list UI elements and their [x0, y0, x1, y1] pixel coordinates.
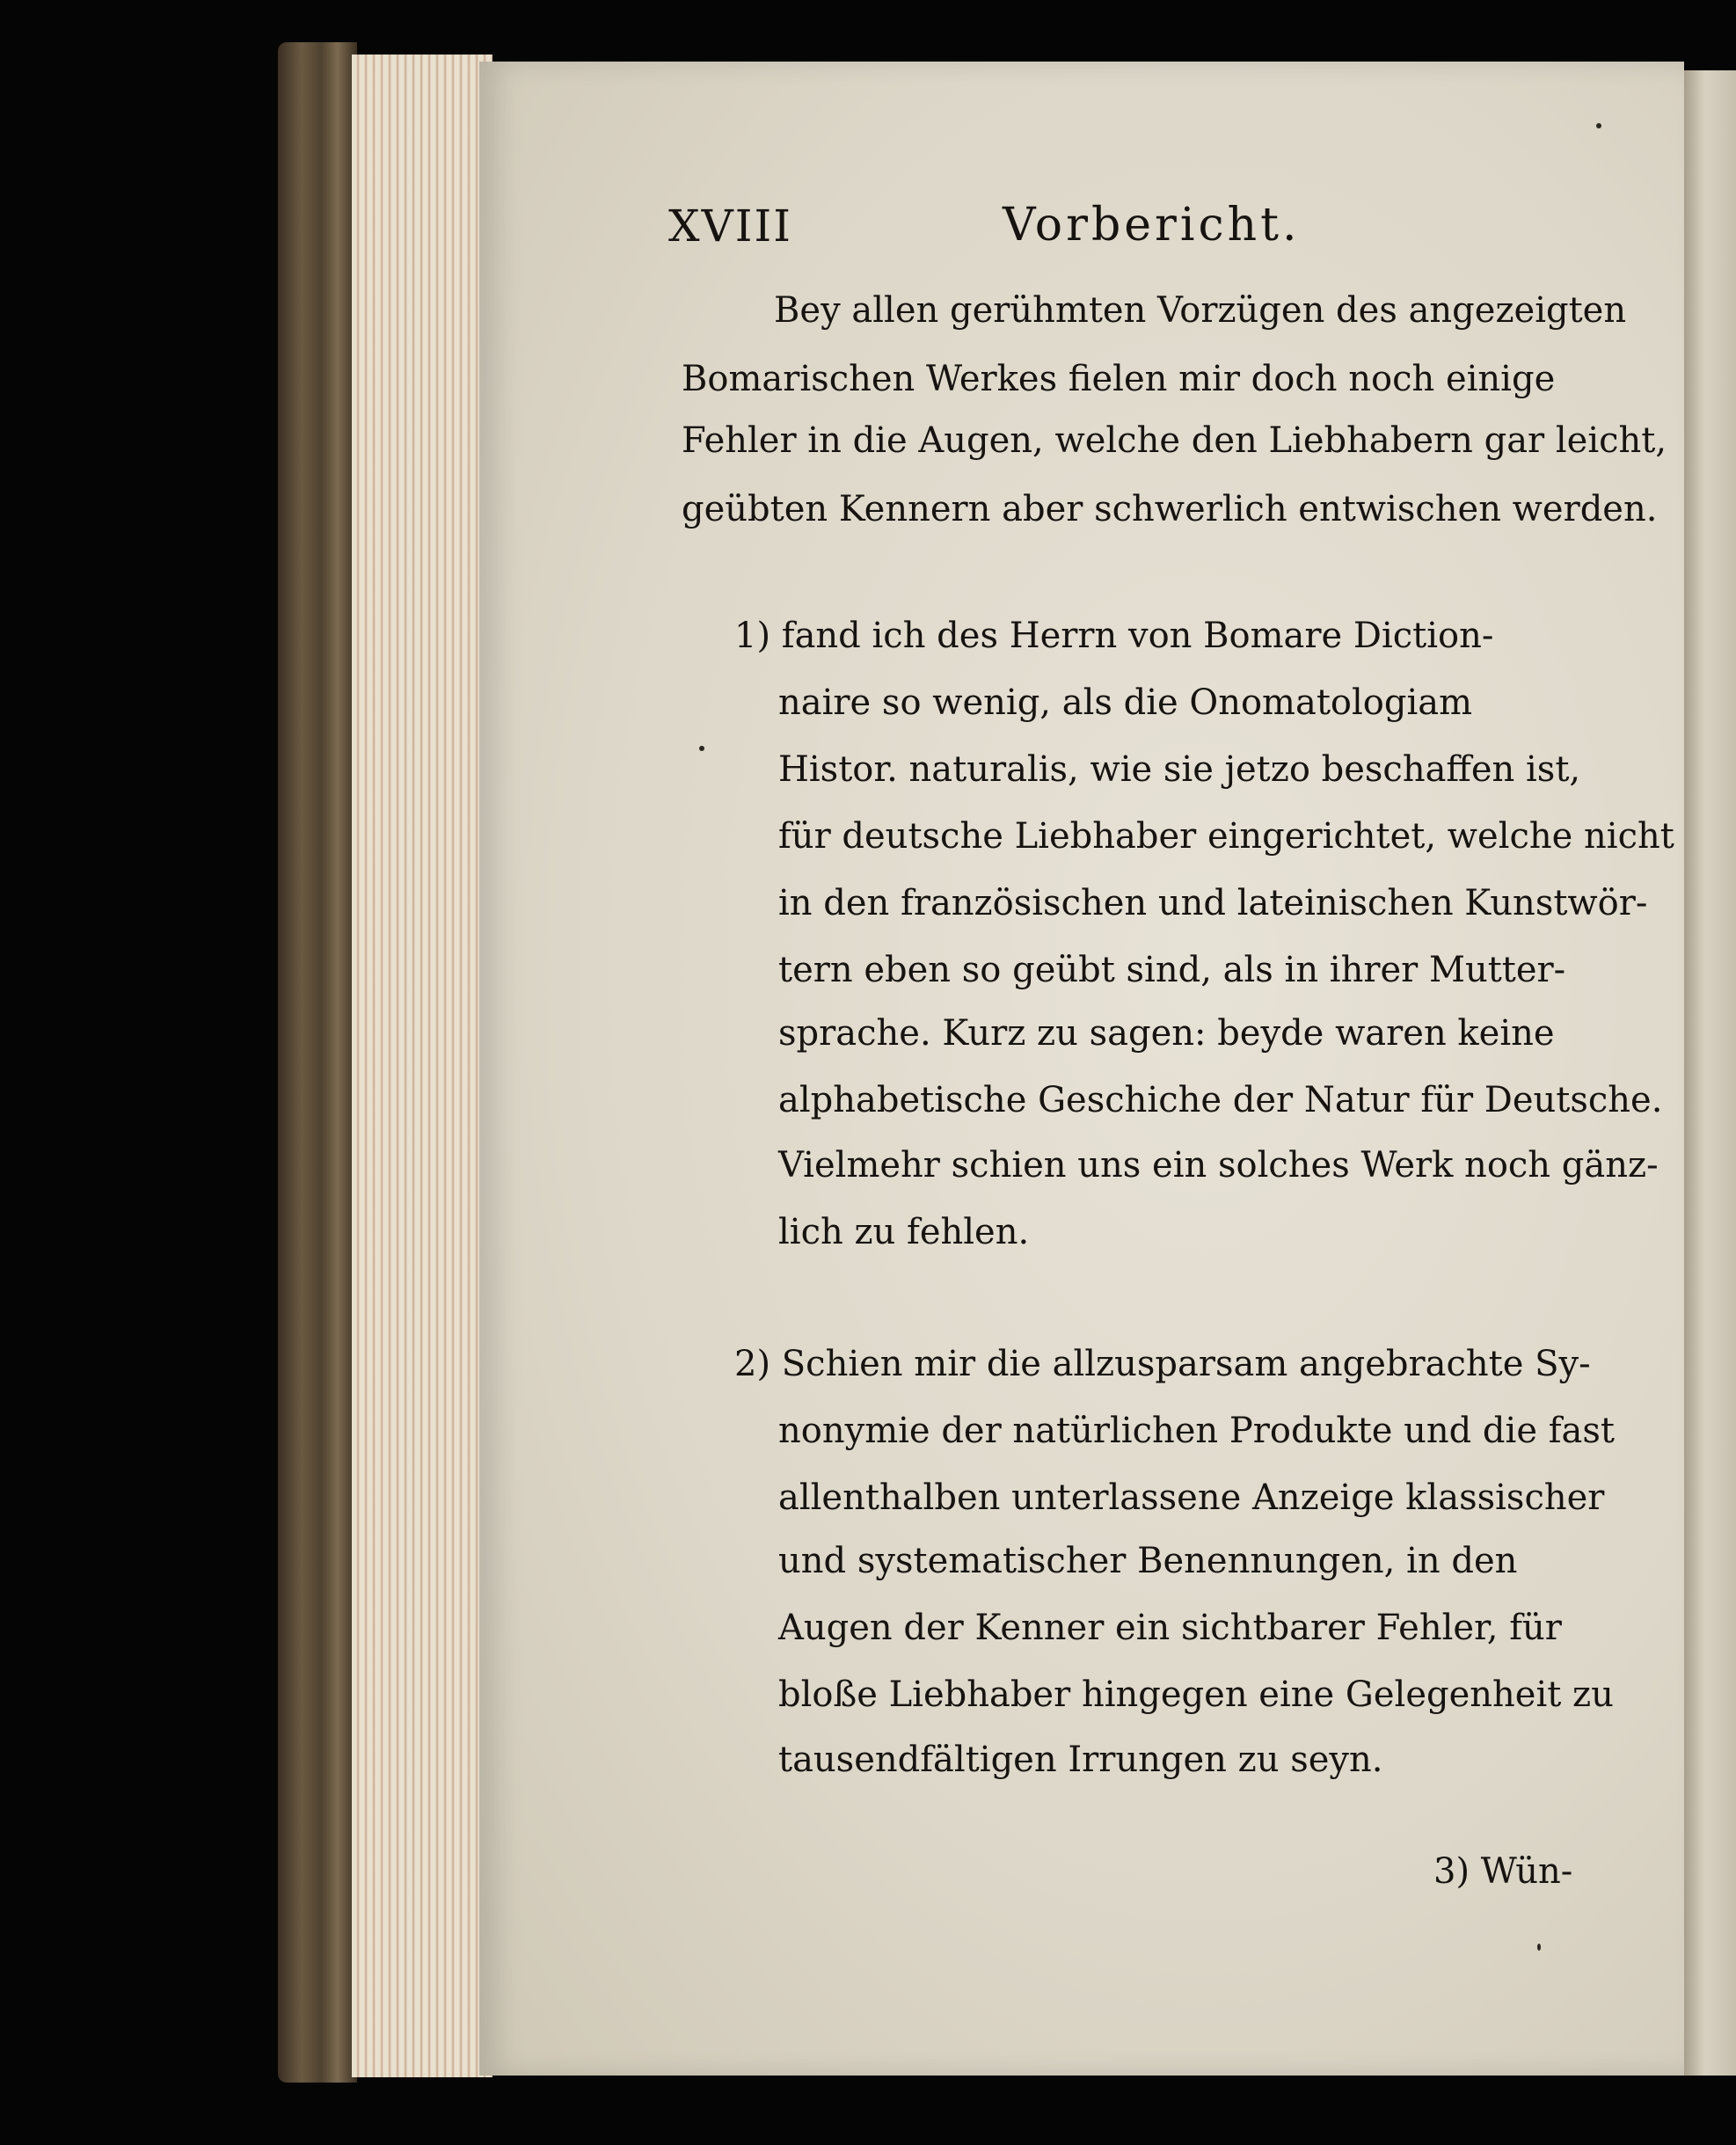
book-binding	[278, 42, 357, 2083]
facing-page-edge	[1684, 70, 1736, 2076]
text-line: tern eben so geübt sind, als in ihrer Mutter-	[778, 950, 1566, 990]
ink-speck	[1537, 1944, 1541, 1951]
text-line: sprache. Kurz zu sagen: beyde waren keine	[778, 1013, 1555, 1054]
page-number: XVIII	[668, 201, 792, 252]
page-edges	[352, 55, 492, 2077]
text-line: Bey allen gerühmten Vorzügen des angezeigten	[774, 290, 1627, 331]
text-line: Fehler in die Augen, welche den Liebhabern gar leicht,	[682, 420, 1667, 461]
ink-speck	[1596, 123, 1601, 128]
text-line: Bomarischen Werkes fielen mir doch noch einige	[682, 359, 1556, 399]
text-line: Histor. naturalis, wie sie jetzo beschaffen ist,	[778, 749, 1581, 790]
text-line: geübten Kennern aber schwerlich entwischen werden.	[682, 489, 1658, 529]
catchword: 3) Wün-	[1433, 1851, 1573, 1892]
text-line: Augen der Kenner ein sichtbarer Fehler, für	[778, 1608, 1562, 1648]
text-line: 2) Schien mir die allzusparsam angebrachte Sy-	[734, 1344, 1591, 1384]
text-line: für deutsche Liebhaber eingerichtet, welche nicht	[778, 816, 1674, 857]
text-line: in den französischen und lateinischen Kunstwör-	[778, 883, 1648, 923]
text-line: nonymie der natürlichen Produkte und die fast	[778, 1411, 1615, 1451]
text-line: alphabetische Geschiche der Natur für Deutsche.	[778, 1080, 1663, 1120]
running-title: Vorbericht.	[1003, 199, 1301, 252]
text-line: naire so wenig, als die Onomatologiam	[778, 682, 1473, 723]
text-line: allenthalben unterlassene Anzeige klassischer	[778, 1477, 1605, 1518]
ink-speck	[699, 746, 704, 751]
text-line: und systematischer Benennungen, in den	[778, 1541, 1518, 1581]
text-line: tausendfältigen Irrungen zu seyn.	[778, 1740, 1383, 1780]
text-line: 1) fand ich des Herrn von Bomare Diction-	[734, 616, 1494, 656]
text-line: Vielmehr schien uns ein solches Werk noch gänz-	[778, 1145, 1659, 1186]
text-line: bloße Liebhaber hingegen eine Gelegenheit zu	[778, 1674, 1614, 1715]
text-line: lich zu fehlen.	[778, 1212, 1030, 1252]
